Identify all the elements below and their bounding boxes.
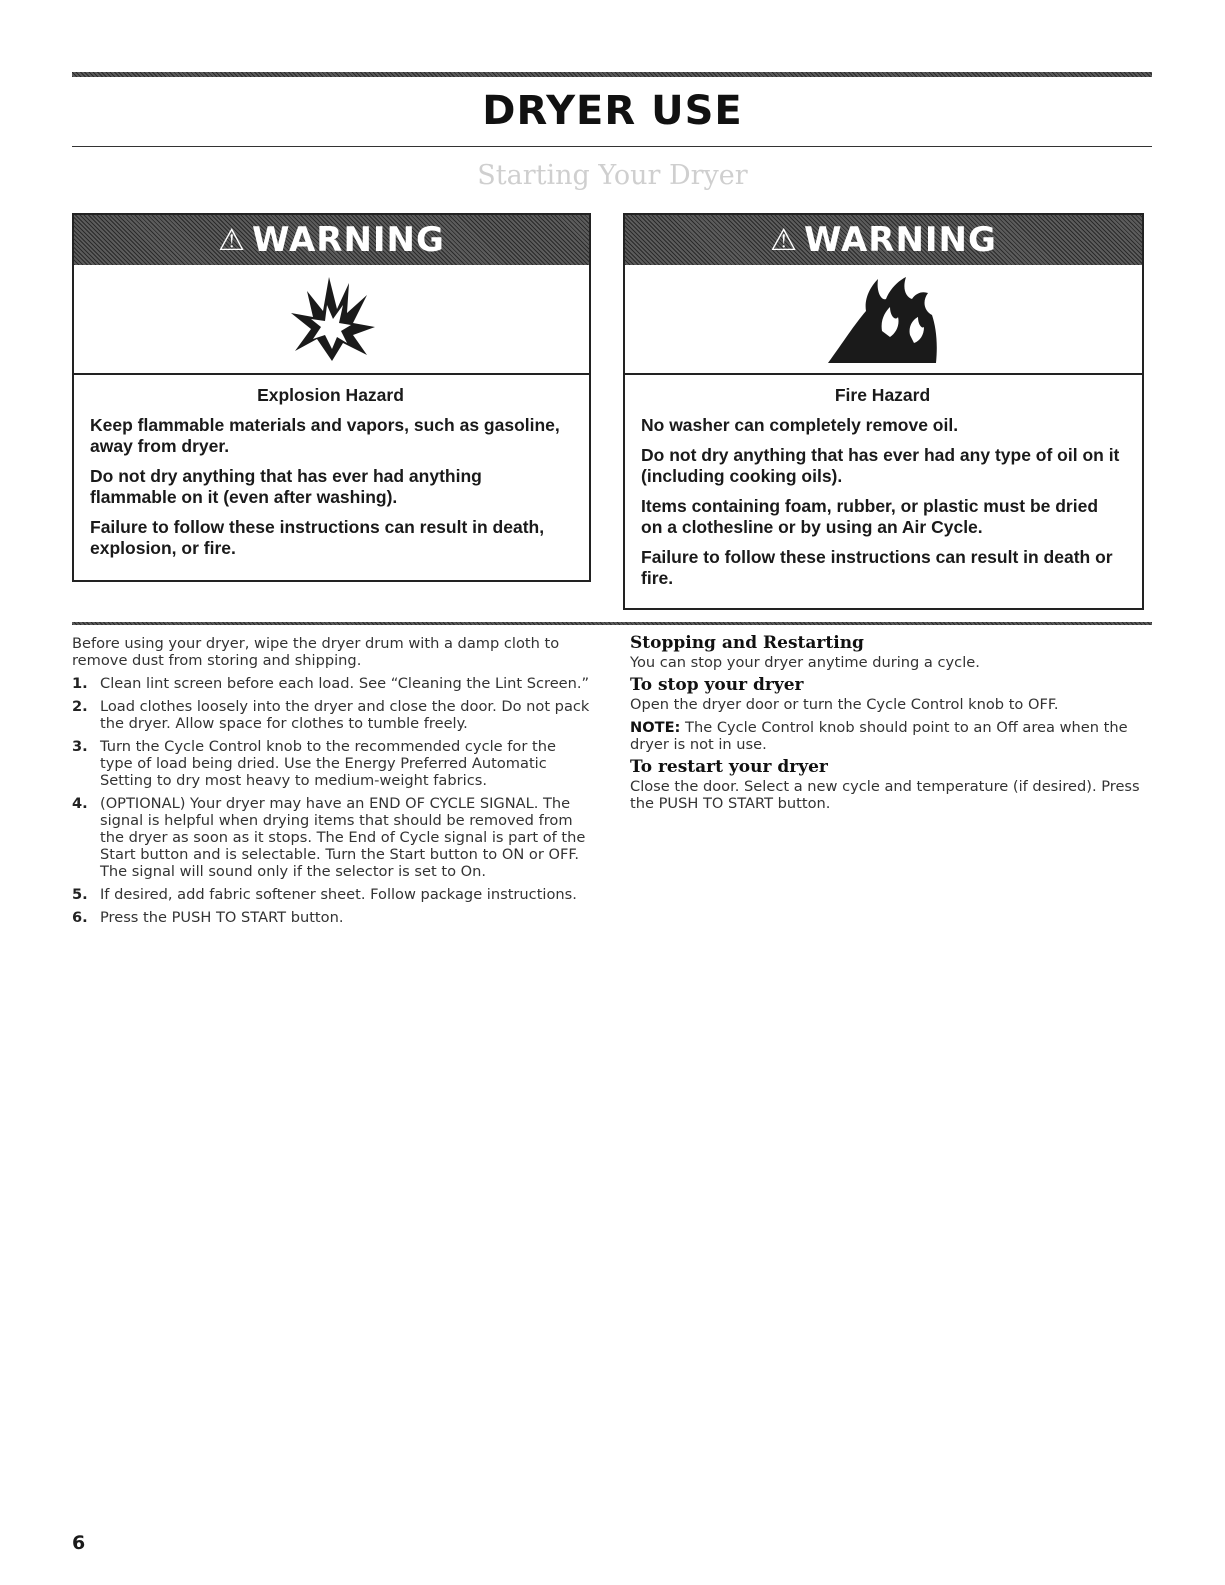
fire-pictogram — [625, 265, 1142, 375]
note-text: The Cycle Control knob should point to an Off area when the dryer is not in use. — [630, 719, 1128, 753]
warning-line: Keep flammable materials and vapors, such as gasoline, away from dryer. — [90, 415, 560, 456]
stopping-restarting-section — [630, 635, 1150, 818]
starting-instructions — [72, 635, 592, 932]
section-rule — [72, 622, 1152, 625]
list-item — [72, 738, 592, 789]
restart-heading: To restart your dryer — [630, 757, 828, 777]
warning-line: No washer can completely remove oil. — [641, 415, 959, 435]
intro-text: Before using your dryer, wipe the dryer drum with a damp cloth to remove dust from storing and shipping. — [72, 635, 560, 669]
warning-line: Failure to follow these instructions can result in death, explosion, or fire. — [90, 517, 545, 558]
note-label: NOTE: — [630, 719, 681, 736]
warning-line: Do not dry anything that has ever had anything flammable on it (even after washing). — [90, 466, 482, 507]
steps-list — [72, 675, 592, 926]
list-item — [72, 675, 592, 692]
section-intro: You can stop your dryer anytime during a cycle. — [630, 654, 980, 671]
step-number: 4. — [72, 795, 88, 812]
step-number: 1. — [72, 675, 88, 692]
step-text: Turn the Cycle Control knob to the recommended cycle for the type of load being dried. Use the Energy Preferred Automatic Setting to dry most heavy to medium-weight fabrics. — [100, 738, 556, 789]
warning-message — [74, 375, 589, 580]
section-heading: Stopping and Restarting — [630, 633, 864, 653]
list-item — [72, 909, 592, 926]
hazard-title: Fire Hazard — [834, 385, 931, 405]
explosion-pictogram — [74, 265, 589, 375]
fire-icon — [824, 271, 944, 367]
warning-header — [625, 215, 1142, 265]
page-number: 6 — [72, 1532, 86, 1554]
step-text: Clean lint screen before each load. See “Cleaning the Lint Screen.” — [100, 675, 590, 692]
warning-signal-word: WARNING — [251, 220, 445, 260]
step-number: 6. — [72, 909, 88, 926]
warning-header — [74, 215, 589, 265]
page-title: DRYER USE — [482, 88, 743, 134]
step-text: Load clothes loosely into the dryer and close the door. Do not pack the dryer. Allow space for clothes to tumble freely. — [100, 698, 590, 732]
warning-line: Do not dry anything that has ever had any type of oil on it (including cooking oils). — [641, 445, 1120, 486]
step-number: 2. — [72, 698, 88, 715]
step-text: (OPTIONAL) Your dryer may have an END OF CYCLE SIGNAL. The signal is helpful when drying items that should be removed from the dryer as soon as it stops. The End of Cycle signal is part of the Start button and is selectable. Turn the Start button to ON or OFF. The signal will sound only if the selector is set to On. — [100, 795, 586, 880]
warning-message — [625, 375, 1142, 610]
stop-heading: To stop your dryer — [630, 675, 804, 695]
list-item — [72, 795, 592, 880]
step-number: 3. — [72, 738, 88, 755]
restart-text: Close the door. Select a new cycle and temperature (if desired). Press the PUSH TO START button. — [630, 778, 1140, 812]
warning-line: Failure to follow these instructions can result in death or fire. — [641, 547, 1113, 588]
warning-triangle-icon: ⚠ — [218, 222, 246, 258]
warning-triangle-icon: ⚠ — [770, 222, 798, 258]
explosion-icon — [287, 269, 377, 369]
step-text: If desired, add fabric softener sheet. Follow package instructions. — [100, 886, 577, 903]
stop-text: Open the dryer door or turn the Cycle Control knob to OFF. — [630, 696, 1059, 713]
warning-signal-word: WARNING — [803, 220, 997, 260]
step-text: Press the PUSH TO START button. — [100, 909, 344, 926]
section-subtitle: Starting Your Dryer — [477, 160, 748, 191]
list-item — [72, 886, 592, 903]
hazard-title: Explosion Hazard — [257, 385, 404, 405]
step-number: 5. — [72, 886, 88, 903]
top-rule — [72, 72, 1152, 77]
warning-line: Items containing foam, rubber, or plastic must be dried on a clothesline or by using an Air Cycle. — [641, 496, 1099, 537]
list-item — [72, 698, 592, 732]
title-rule — [72, 146, 1152, 147]
fire-warning-box — [623, 213, 1144, 610]
explosion-warning-box — [72, 213, 591, 582]
note — [630, 719, 1150, 753]
